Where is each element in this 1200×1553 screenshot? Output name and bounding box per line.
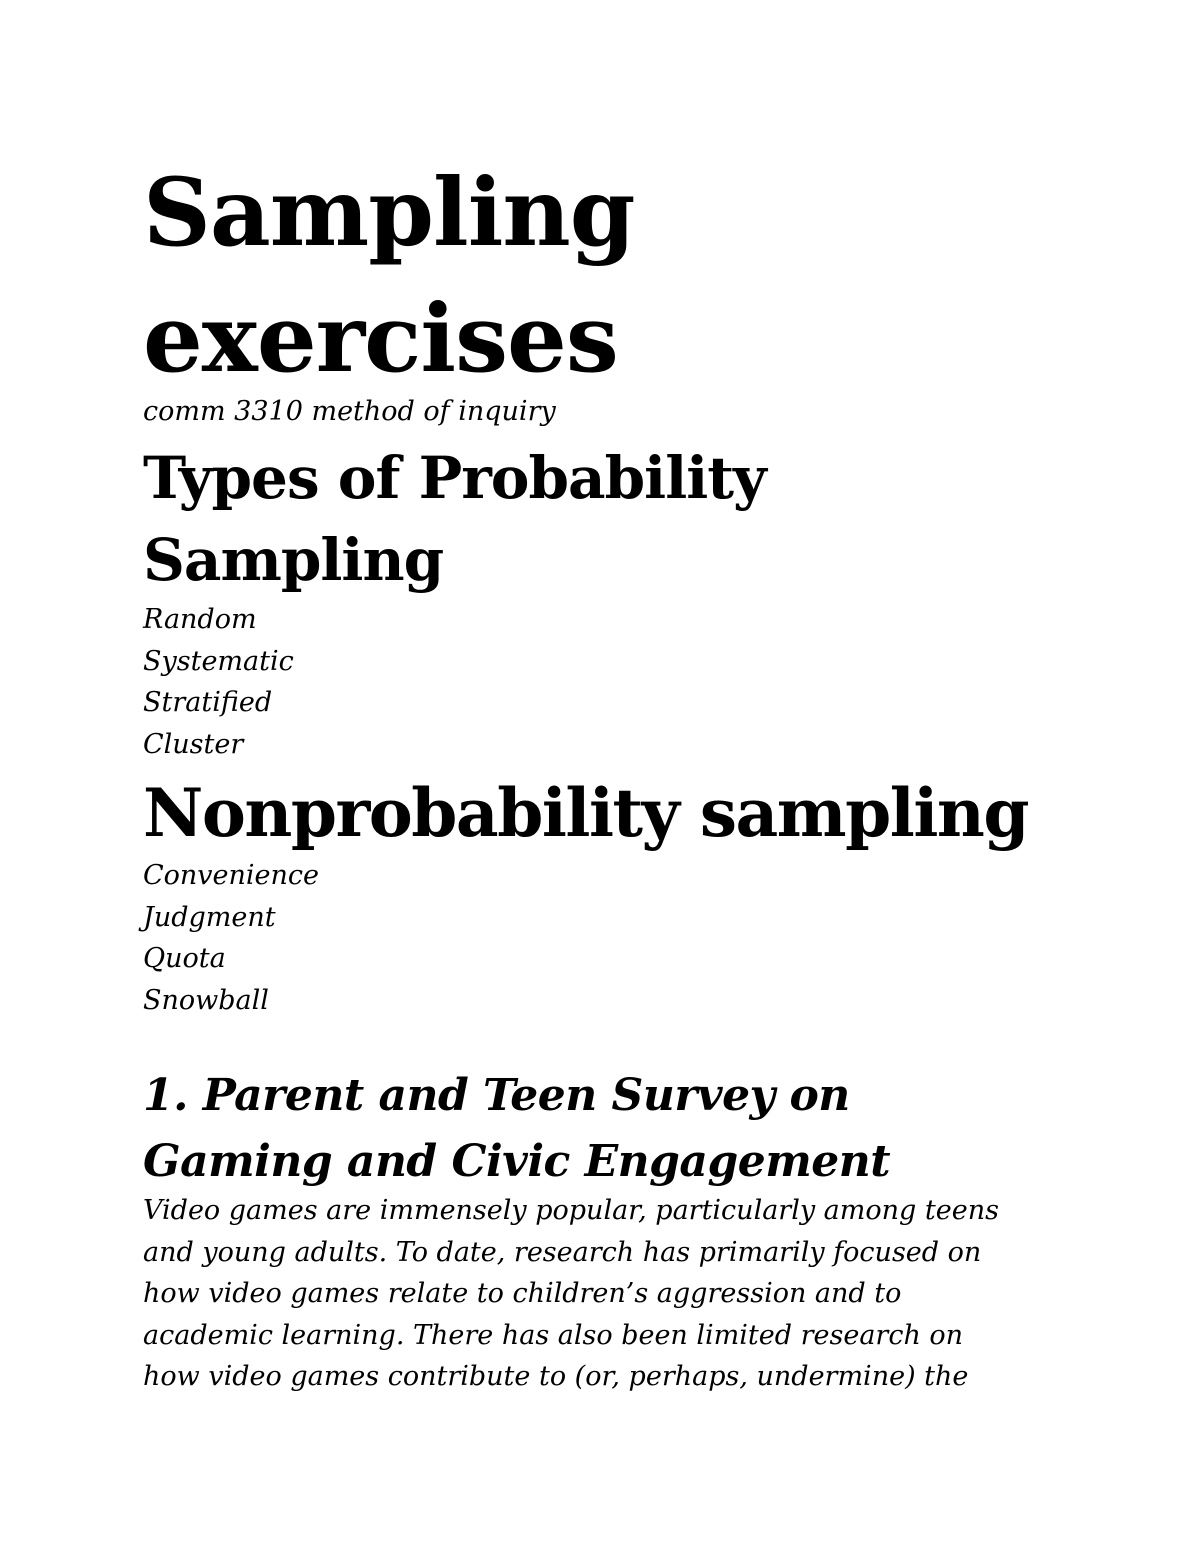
list-item: Judgment [143, 901, 276, 933]
list-item: Random [143, 604, 257, 635]
heading-line: Gaming and Civic Engagement [143, 1136, 891, 1187]
paragraph-line: academic learning. There has also been limited research on [143, 1319, 964, 1351]
heading-line: Sampling [143, 526, 444, 594]
probability-types-list [143, 599, 294, 765]
document-subtitle: comm 3310 method of inquiry [143, 396, 556, 427]
list-item: Systematic [143, 645, 294, 677]
title-line: Sampling [143, 158, 635, 268]
paragraph-line: how video games relate to children’s aggression and to [143, 1278, 902, 1309]
title-line: exercises [143, 284, 618, 394]
probability-sampling-heading [143, 437, 766, 601]
list-item: Cluster [143, 728, 244, 760]
paragraph-line: how video games contribute to (or, perhaps, undermine) the [143, 1361, 969, 1392]
paragraph-line: Video games are immensely popular, particularly among teens [143, 1195, 999, 1226]
heading-line: 1. Parent and Teen Survey on [143, 1070, 850, 1121]
document-title [143, 150, 634, 402]
list-item: Stratified [143, 687, 273, 718]
nonprobability-types-list [143, 855, 319, 1021]
list-item: Snowball [143, 984, 269, 1016]
exercise-1-heading [143, 1063, 890, 1195]
list-item: Quota [143, 943, 226, 974]
nonprobability-sampling-heading: Nonprobability sampling [143, 774, 1029, 852]
paragraph-line: and young adults. To date, research has primarily focused on [143, 1236, 982, 1268]
list-item: Convenience [143, 860, 320, 891]
exercise-1-paragraph [143, 1190, 999, 1398]
heading-line: Types of Probability [143, 444, 766, 512]
